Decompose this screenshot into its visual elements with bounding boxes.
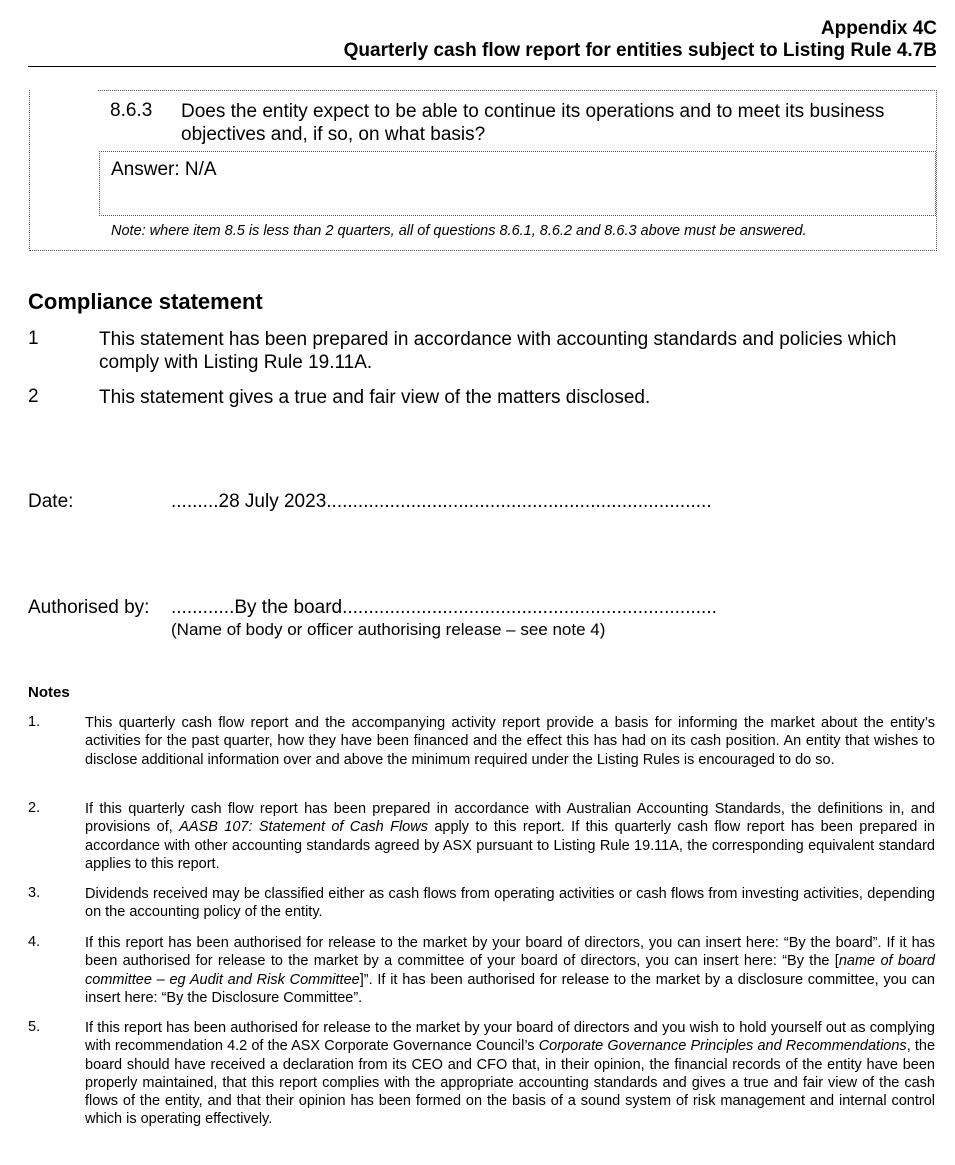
note-number: 2.	[28, 800, 41, 816]
question-top-divider	[98, 90, 935, 91]
note-text-part: apply to this report. If this quarterly cash flow report has been prepared in accordance with other accounting standards agreed by ASX pursuant to Listing Rule 19.11A, the corresponding equivalent standard applies to this report.	[85, 819, 935, 872]
answer-field[interactable]	[99, 151, 936, 216]
compliance-item-text: This statement has been prepared in accordance with accounting standards and policies which comply with Listing Rule 19.11A.	[99, 329, 897, 373]
note-text-italic: AASB 107: Statement of Cash Flows	[179, 819, 428, 836]
note-text-part: If this report has been authorised for release to the market by your board of directors, you can insert here: “By the board”. If it has been authorised for release to the market by a committee of your board of directors, you can insert here: “By the [	[85, 935, 935, 970]
date-value: .........28 July 2023.........................................................................	[171, 491, 712, 512]
question-number: 8.6.3	[110, 100, 153, 121]
header-rule	[28, 66, 936, 67]
note-number: 3.	[28, 885, 41, 901]
compliance-title: Compliance statement	[28, 289, 263, 314]
note-text-part: , the board should have received a declaration from its CEO and CFO that, in their opinion, the financial records of the entity have been properly maintained, that this report complies with the appropriate accounting standards and gives a true and fair view of the cash flows of the entity, and that their opinion has been formed on the basis of a sound system of risk management and internal control which is operating effectively.	[85, 1038, 936, 1128]
note-text-part: If this quarterly cash flow report has been prepared in accordance with Australian Accounting Standards, the definitions in, and provisions of,	[85, 801, 935, 836]
note-text	[85, 800, 935, 873]
note-text: This quarterly cash flow report and the accompanying activity report provide a basis for informing the market about the entity’s activities for the past quarter, how they have been financed and the effect this has had on its cash position. An entity that wishes to disclose additional information over and above the minimum required under the Listing Rules is encouraged to do so.	[85, 715, 935, 768]
note-number: 4.	[28, 934, 41, 950]
note-text-italic: name of board committee – eg Audit and Risk Committee	[85, 953, 935, 988]
answer-text: Answer: N/A	[111, 159, 217, 180]
notes-title: Notes	[28, 684, 70, 701]
note-text	[85, 934, 935, 1007]
question-note: Note: where item 8.5 is less than 2 quarters, all of questions 8.6.1, 8.6.2 and 8.6.3 above must be answered.	[111, 223, 807, 239]
note-number: 5.	[28, 1019, 41, 1035]
report-subtitle: Quarterly cash flow report for entities subject to Listing Rule 4.7B	[343, 40, 937, 61]
appendix-title: Appendix 4C	[820, 18, 937, 39]
date-label: Date:	[28, 491, 74, 512]
note-text: Dividends received may be classified either as cash flows from operating activities or cash flows from investing activities, depending on the accounting policy of the entity.	[85, 886, 935, 921]
note-text	[85, 1019, 935, 1129]
compliance-item-number: 1	[28, 328, 39, 349]
note-number: 1.	[28, 714, 41, 730]
authorised-by-caption: (Name of body or officer authorising release – see note 4)	[171, 620, 606, 639]
note-text-part: If this report has been authorised for release to the market by your board of directors and you wish to hold yourself out as complying with recommendation 4.2 of the ASX Corporate Governance Council’s	[85, 1020, 935, 1055]
note-text-italic: Corporate Governance Principles and Recommendations	[538, 1038, 907, 1055]
question-text: Does the entity expect to be able to continue its operations and to meet its business objectives and, if so, on what basis?	[181, 101, 885, 145]
compliance-item-number: 2	[28, 386, 39, 407]
compliance-item-text: This statement gives a true and fair view of the matters disclosed.	[99, 387, 651, 408]
authorised-by-label: Authorised by:	[28, 597, 150, 618]
note-text-part: ]”. If it has been authorised for release to the market by a disclosure committee, you can insert here: “By the Disclosure Committee”.	[85, 971, 935, 1006]
authorised-by-value: ............By the board.......................................................................	[171, 597, 717, 618]
